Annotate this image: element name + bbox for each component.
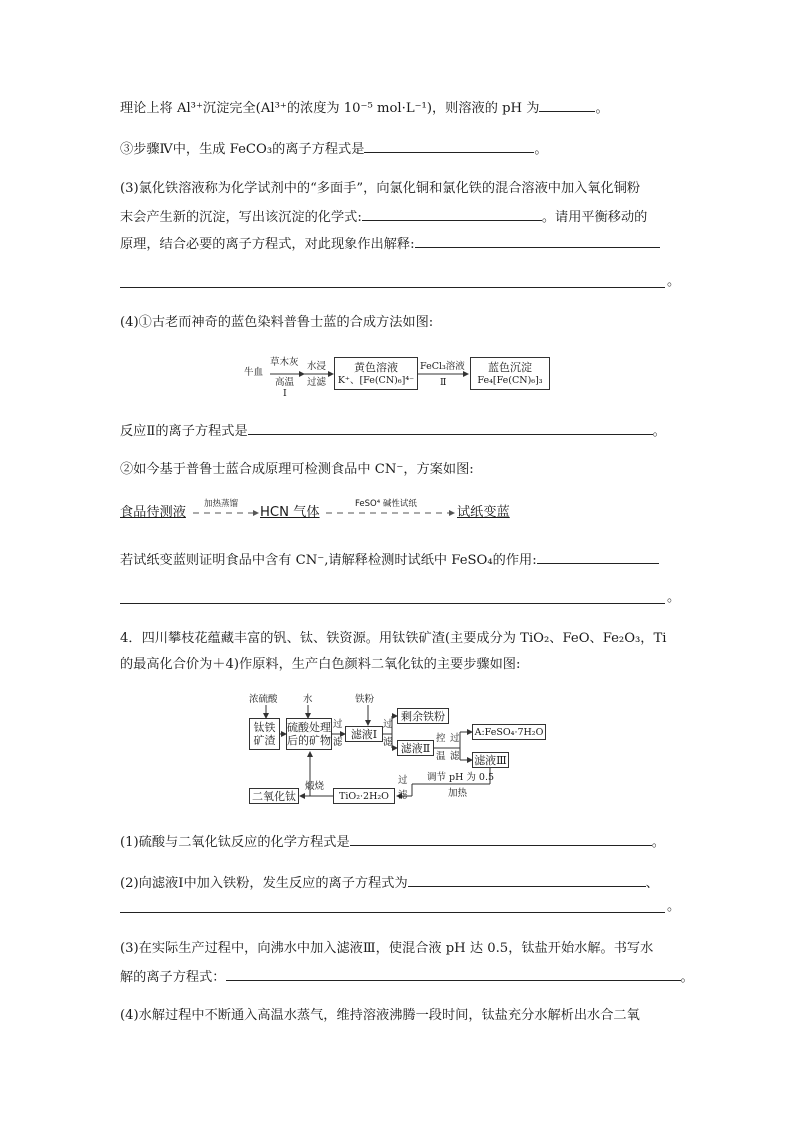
- filter1-label-top: 过: [333, 719, 343, 730]
- comma: 、: [645, 876, 659, 891]
- flow2-node-result: 试纸变蓝: [457, 505, 510, 520]
- period: 。: [667, 274, 681, 289]
- filter3-label-bottom: 滤: [450, 751, 460, 762]
- period: 。: [651, 835, 665, 850]
- heating-label: 加热: [448, 788, 468, 799]
- box-remaining-iron: 剩余铁粉: [397, 708, 449, 724]
- p3-line2-text: 末会产生新的沉淀，写出该沉淀的化学式:: [120, 210, 362, 225]
- q4-p3-answer-blank[interactable]: [226, 966, 681, 981]
- flow2-node-hcn: HCN 气体: [260, 505, 320, 520]
- flow1-arrow2-bottom: 过滤: [307, 377, 327, 388]
- box-product-a: A:FeSO₄·7H₂O: [472, 724, 546, 740]
- box-acid-treated-line1: 硫酸处理: [287, 721, 331, 734]
- yellow-solution-label: 黄色溶液: [354, 360, 398, 374]
- period: 。: [595, 101, 609, 116]
- flow1-arrow1-top: 草木灰: [270, 357, 299, 368]
- box-titanium-dioxide: 二氧化钛: [249, 788, 299, 804]
- flow1-start-label: 牛血: [244, 367, 264, 378]
- q4-p3-line2: [120, 966, 694, 987]
- period: 。: [652, 424, 666, 439]
- ctrl-temp-label-bottom: 温: [436, 751, 446, 762]
- period: 。: [680, 970, 694, 985]
- flow1-step1: Ⅰ: [283, 388, 287, 399]
- blue-precipitate-label: 蓝色沉淀: [488, 360, 532, 374]
- q4-intro-line2: 的最高化合价为＋4)作原料，生产白色颜料二氧化钛的主要步骤如图:: [120, 657, 521, 672]
- flow1-step2: Ⅱ: [440, 377, 447, 388]
- filter2-label-top: 过: [383, 719, 393, 730]
- adjust-ph-label: 调节 pH 为 0.5: [427, 772, 495, 783]
- ph-question-text: 理论上将 Al³⁺沉淀完全(Al³⁺的浓度为 10⁻⁵ mol·L⁻¹)，则溶液的 pH 为: [120, 101, 540, 116]
- p4-line2: ②如今基于普鲁士蓝合成原理可检测食品中 CN⁻，方案如图:: [120, 462, 474, 477]
- flow2-node-sample: 食品待测液: [120, 505, 186, 520]
- box-filtrate-2: 滤液Ⅱ: [397, 740, 434, 756]
- blue-precipitate-formula: Fe₄[Fe(CN)₆]₃: [477, 374, 543, 386]
- box-hydrated-tio2: TiO₂·2H₂O: [333, 788, 395, 804]
- calcination-label: 煅烧: [305, 781, 325, 792]
- q4-p2-answer-blank-1[interactable]: [408, 872, 646, 887]
- box-acid-treated-line2: 后的矿物: [287, 734, 331, 747]
- q4-p3-text: 解的离子方程式：: [120, 970, 226, 985]
- flow1-arrow1-bottom: 高温: [275, 377, 295, 388]
- step4-question-text: ③步骤Ⅳ中，生成 FeCO₃的离子方程式是: [120, 142, 365, 157]
- input-conc-sulfuric-acid: 浓硫酸: [249, 694, 278, 705]
- q4-p1-text: (1)硫酸与二氧化钛反应的化学方程式是: [120, 835, 350, 850]
- flow1-arrow3-top: FeCl₃溶液: [420, 361, 465, 372]
- flow2-arrow1-label: 加热蒸馏: [204, 499, 239, 509]
- box-filtrate-1: 滤液Ⅰ: [345, 726, 383, 742]
- q4-p1-answer-blank[interactable]: [350, 831, 652, 846]
- p3-line2-tail: 。请用平衡移动的: [541, 210, 648, 225]
- filter2-label-bottom: 滤: [383, 737, 393, 748]
- yellow-solution-ions: K⁺、[Fe(CN)₆]⁴⁻: [337, 374, 415, 386]
- filter3-label-top: 过: [450, 733, 460, 744]
- box-filtrate-3: 滤液Ⅲ: [472, 752, 509, 768]
- period: 。: [667, 899, 681, 914]
- filter4-label-bottom: 滤: [398, 790, 408, 801]
- filter1-label-bottom: 滤: [333, 737, 343, 748]
- p4-line3-text: 若试纸变蓝则证明食品中含有 CN⁻,请解释检测时试纸中 FeSO₄的作用:: [120, 553, 537, 568]
- flow1-arrow2-top: 水浸: [307, 361, 327, 372]
- box-titanium-slag: [249, 718, 280, 750]
- q4-p2-text: (2)向滤液Ⅰ中加入铁粉，发生反应的离子方程式为: [120, 876, 408, 891]
- p3-line3-text: 原理，结合必要的离子方程式，对此现象作出解释:: [120, 237, 415, 252]
- p3-line1: (3)氯化铁溶液称为化学试剂中的“多面手”，向氯化铜和氯化铁的混合溶液中加入氧化铜粉: [120, 181, 641, 196]
- flow2-arrow2-label: FeSO⁴ 碱性试纸: [355, 499, 417, 509]
- q4-p2-answer-blank-2[interactable]: [120, 912, 665, 913]
- period: 。: [667, 590, 681, 605]
- filter4-label-top: 过: [398, 775, 408, 786]
- q4-p3-line1: (3)在实际生产过程中，向沸水中加入滤液Ⅲ，使混合液 pH 达 0.5，钛盐开始水解。书写水: [120, 941, 654, 956]
- box-acid-treated-ore: [286, 718, 332, 750]
- box-titanium-slag-line1: 钛铁: [253, 721, 276, 734]
- input-iron-powder: 铁粉: [355, 694, 375, 705]
- q4-intro-line1: 4．四川攀枝花蕴藏丰富的钒、钛、铁资源。用钛铁矿渣(主要成分为 TiO₂、FeO、Fe₂O₃，Ti: [120, 631, 667, 646]
- q4-p4-line1: (4)水解过程中不断通入高温水蒸气，维持溶液沸腾一段时间，钛盐充分水解析出水合二氧: [120, 1008, 640, 1023]
- box-titanium-slag-line2: 矿渣: [253, 734, 276, 747]
- q4-p1-line: [120, 831, 665, 852]
- input-water: 水: [303, 694, 313, 705]
- period: 。: [534, 142, 548, 157]
- p4-line1: (4)①古老而神奇的蓝色染料普鲁士蓝的合成方法如图:: [120, 315, 434, 330]
- reaction2-question-text: 反应Ⅱ的离子方程式是: [120, 424, 248, 439]
- q4-p2-line: [120, 872, 659, 893]
- ctrl-temp-label-top: 控: [436, 733, 446, 744]
